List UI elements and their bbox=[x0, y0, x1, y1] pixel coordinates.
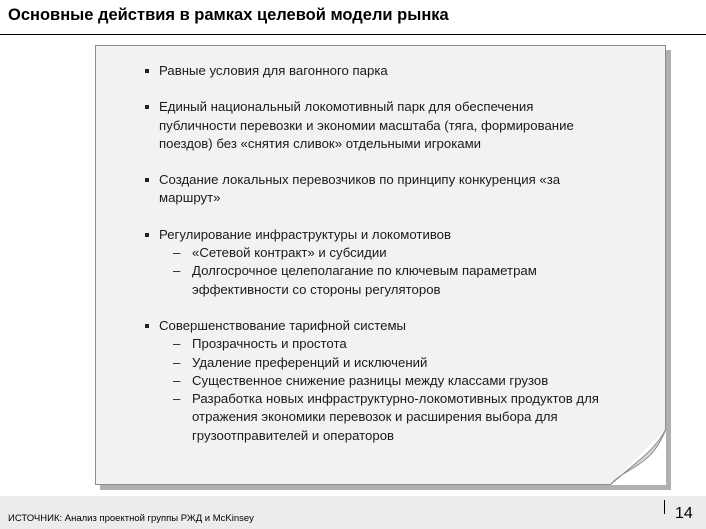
sub-item: – «Сетевой контракт» и субсидии bbox=[159, 244, 613, 262]
bullet-text: Создание локальных перевозчиков по принципу конкуренция «за маршрут» bbox=[159, 172, 561, 206]
sub-item: – Долгосрочное целеполагание по ключевым параметрам эффективности со стороны регуляторов bbox=[159, 262, 613, 299]
bullet-text: Равные условия для вагонного парка bbox=[159, 63, 388, 78]
sub-item: – Разработка новых инфраструктурно-локомотивных продуктов для отражения экономики перевозок и расширения выбора для грузоотправителей и операторов bbox=[159, 390, 613, 445]
bullet-item bbox=[143, 226, 613, 299]
title-divider bbox=[0, 34, 706, 35]
card-body bbox=[95, 45, 666, 485]
bullet-list bbox=[143, 62, 613, 463]
bullet-item bbox=[143, 171, 613, 208]
content-card bbox=[95, 45, 666, 485]
page-number-divider bbox=[664, 500, 665, 514]
page-title: Основные действия в рамках целевой модели рынка bbox=[8, 6, 449, 24]
bullet-item bbox=[143, 317, 613, 445]
bullet-text: Совершенствование тарифной системы bbox=[159, 317, 406, 333]
page-curl-icon bbox=[610, 429, 666, 485]
bullet-item bbox=[143, 62, 613, 80]
source-note: ИСТОЧНИК: Анализ проектной группы РЖД и McKinsey bbox=[8, 513, 254, 524]
bullet-text: Единый национальный локомотивный парк для обеспечения публичности перевозки и экономии масштаба (тяга, формирование поездов) без «снятия сливок» отдельными игроками bbox=[159, 99, 574, 151]
sub-item: – Прозрачность и простота bbox=[159, 335, 613, 353]
page-number: 14 bbox=[675, 505, 693, 522]
bullet-text: Регулирование инфраструктуры и локомотивов bbox=[159, 226, 452, 242]
sub-item: – Удаление преференций и исключений bbox=[159, 354, 613, 372]
bullet-item bbox=[143, 98, 613, 153]
sub-item: – Существенное снижение разницы между классами грузов bbox=[159, 372, 613, 390]
